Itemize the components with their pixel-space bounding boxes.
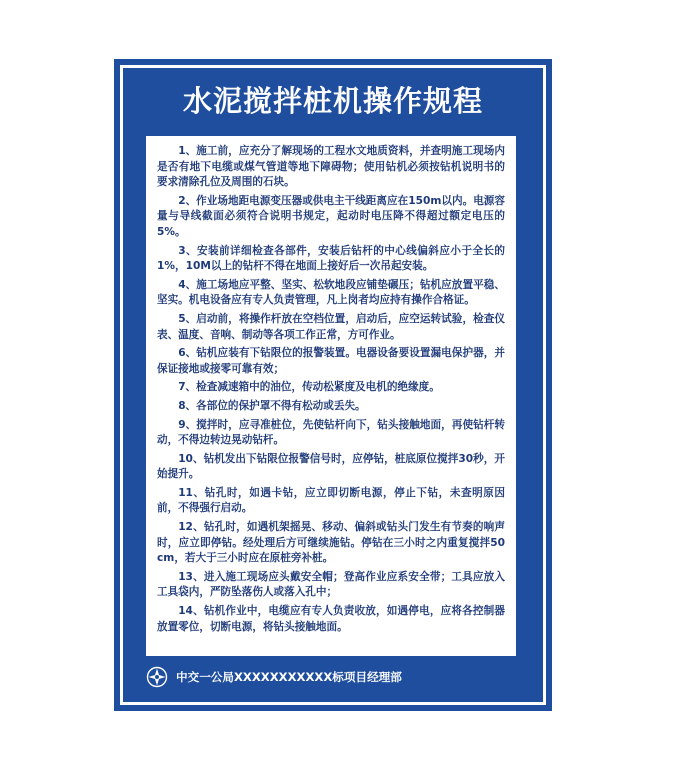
rule-item: 9、搅拌时，应寻准桩位，先使钻杆向下，钻头接触地面，再使钻杆转动，不得边转边晃动钻杆。 (157, 418, 505, 447)
rule-item: 6、钻机应装有下钻限位的报警装置。电器设备要设置漏电保护器，并保证接地或接零可靠有效； (157, 347, 505, 375)
rule-item: 2、作业场地距电源变压器或供电主干线距离应在150m以内。电源容量与导线截面必须符合说明书规定，起动时电压降不得超过额定电压的5%。 (157, 194, 505, 238)
rule-item: 7、检查减速箱中的油位，传动松紧度及电机的绝缘度。 (178, 381, 440, 394)
safety-sign-board (114, 59, 552, 711)
ccccc-logo-icon (146, 666, 168, 688)
rules-panel (146, 136, 516, 656)
rule-item: 11、钻孔时，如遇卡钻，应立即切断电源，停止下钻，未查明原因前，不得强行启动。 (157, 486, 505, 515)
rule-item: 5、启动前，将操作杆放在空档位置，启动后，应空运转试验，检查仪表、温度、音响、制动等各项工作正常，方可作业。 (157, 312, 505, 341)
rule-item: 4、施工场地应平整、坚实、松软地段应铺垫碾压；钻机应放置平稳、坚实。机电设备应有专人负责管理，凡上岗者均应持有操作合格证。 (157, 278, 505, 307)
rule-item: 12、钻孔时，如遇机架摇晃、移动、偏斜或钻头门发生有节奏的响声时，应立即停钻。经处理后方可继续施钻。停钻在三小时之内重复搅拌50cm，若大于三小时应在原桩旁补桩。 (157, 521, 505, 565)
sign-footer (146, 662, 402, 692)
footer-organization: 中交一公局XXXXXXXXXXX标项目经理部 (176, 670, 402, 684)
rule-item: 13、进入施工现场应头戴安全帽；登高作业应系安全带；工具应放入工具袋内，严防坠落伤人或落入孔中； (157, 570, 505, 599)
rule-item: 10、钻机发出下钻限位报警信号时，应停钻，桩底原位搅拌30秒，开始提升。 (157, 452, 505, 481)
rule-item: 8、各部位的保护罩不得有松动或丢失。 (178, 399, 366, 412)
rule-item: 3、安装前详细检查各部件，安装后钻杆的中心线偏斜应小于全长的1%，10M以上的钻杆不得在地面上接好后一次吊起安装。 (157, 244, 505, 273)
rule-item: 14、钻机作业中，电缆应有专人负责收放，如遇停电，应将各控制器放置零位，切断电源，将钻头接触地面。 (157, 605, 505, 633)
sign-title: 水泥搅拌桩机操作规程 (182, 84, 483, 118)
rule-item: 1、施工前，应充分了解现场的工程水文地质资料，并查明施工现场内是否有地下电缆或煤气管道等地下障碍物；使用钻机必须按钻机说明书的要求清除孔位及周围的石块。 (157, 145, 505, 189)
